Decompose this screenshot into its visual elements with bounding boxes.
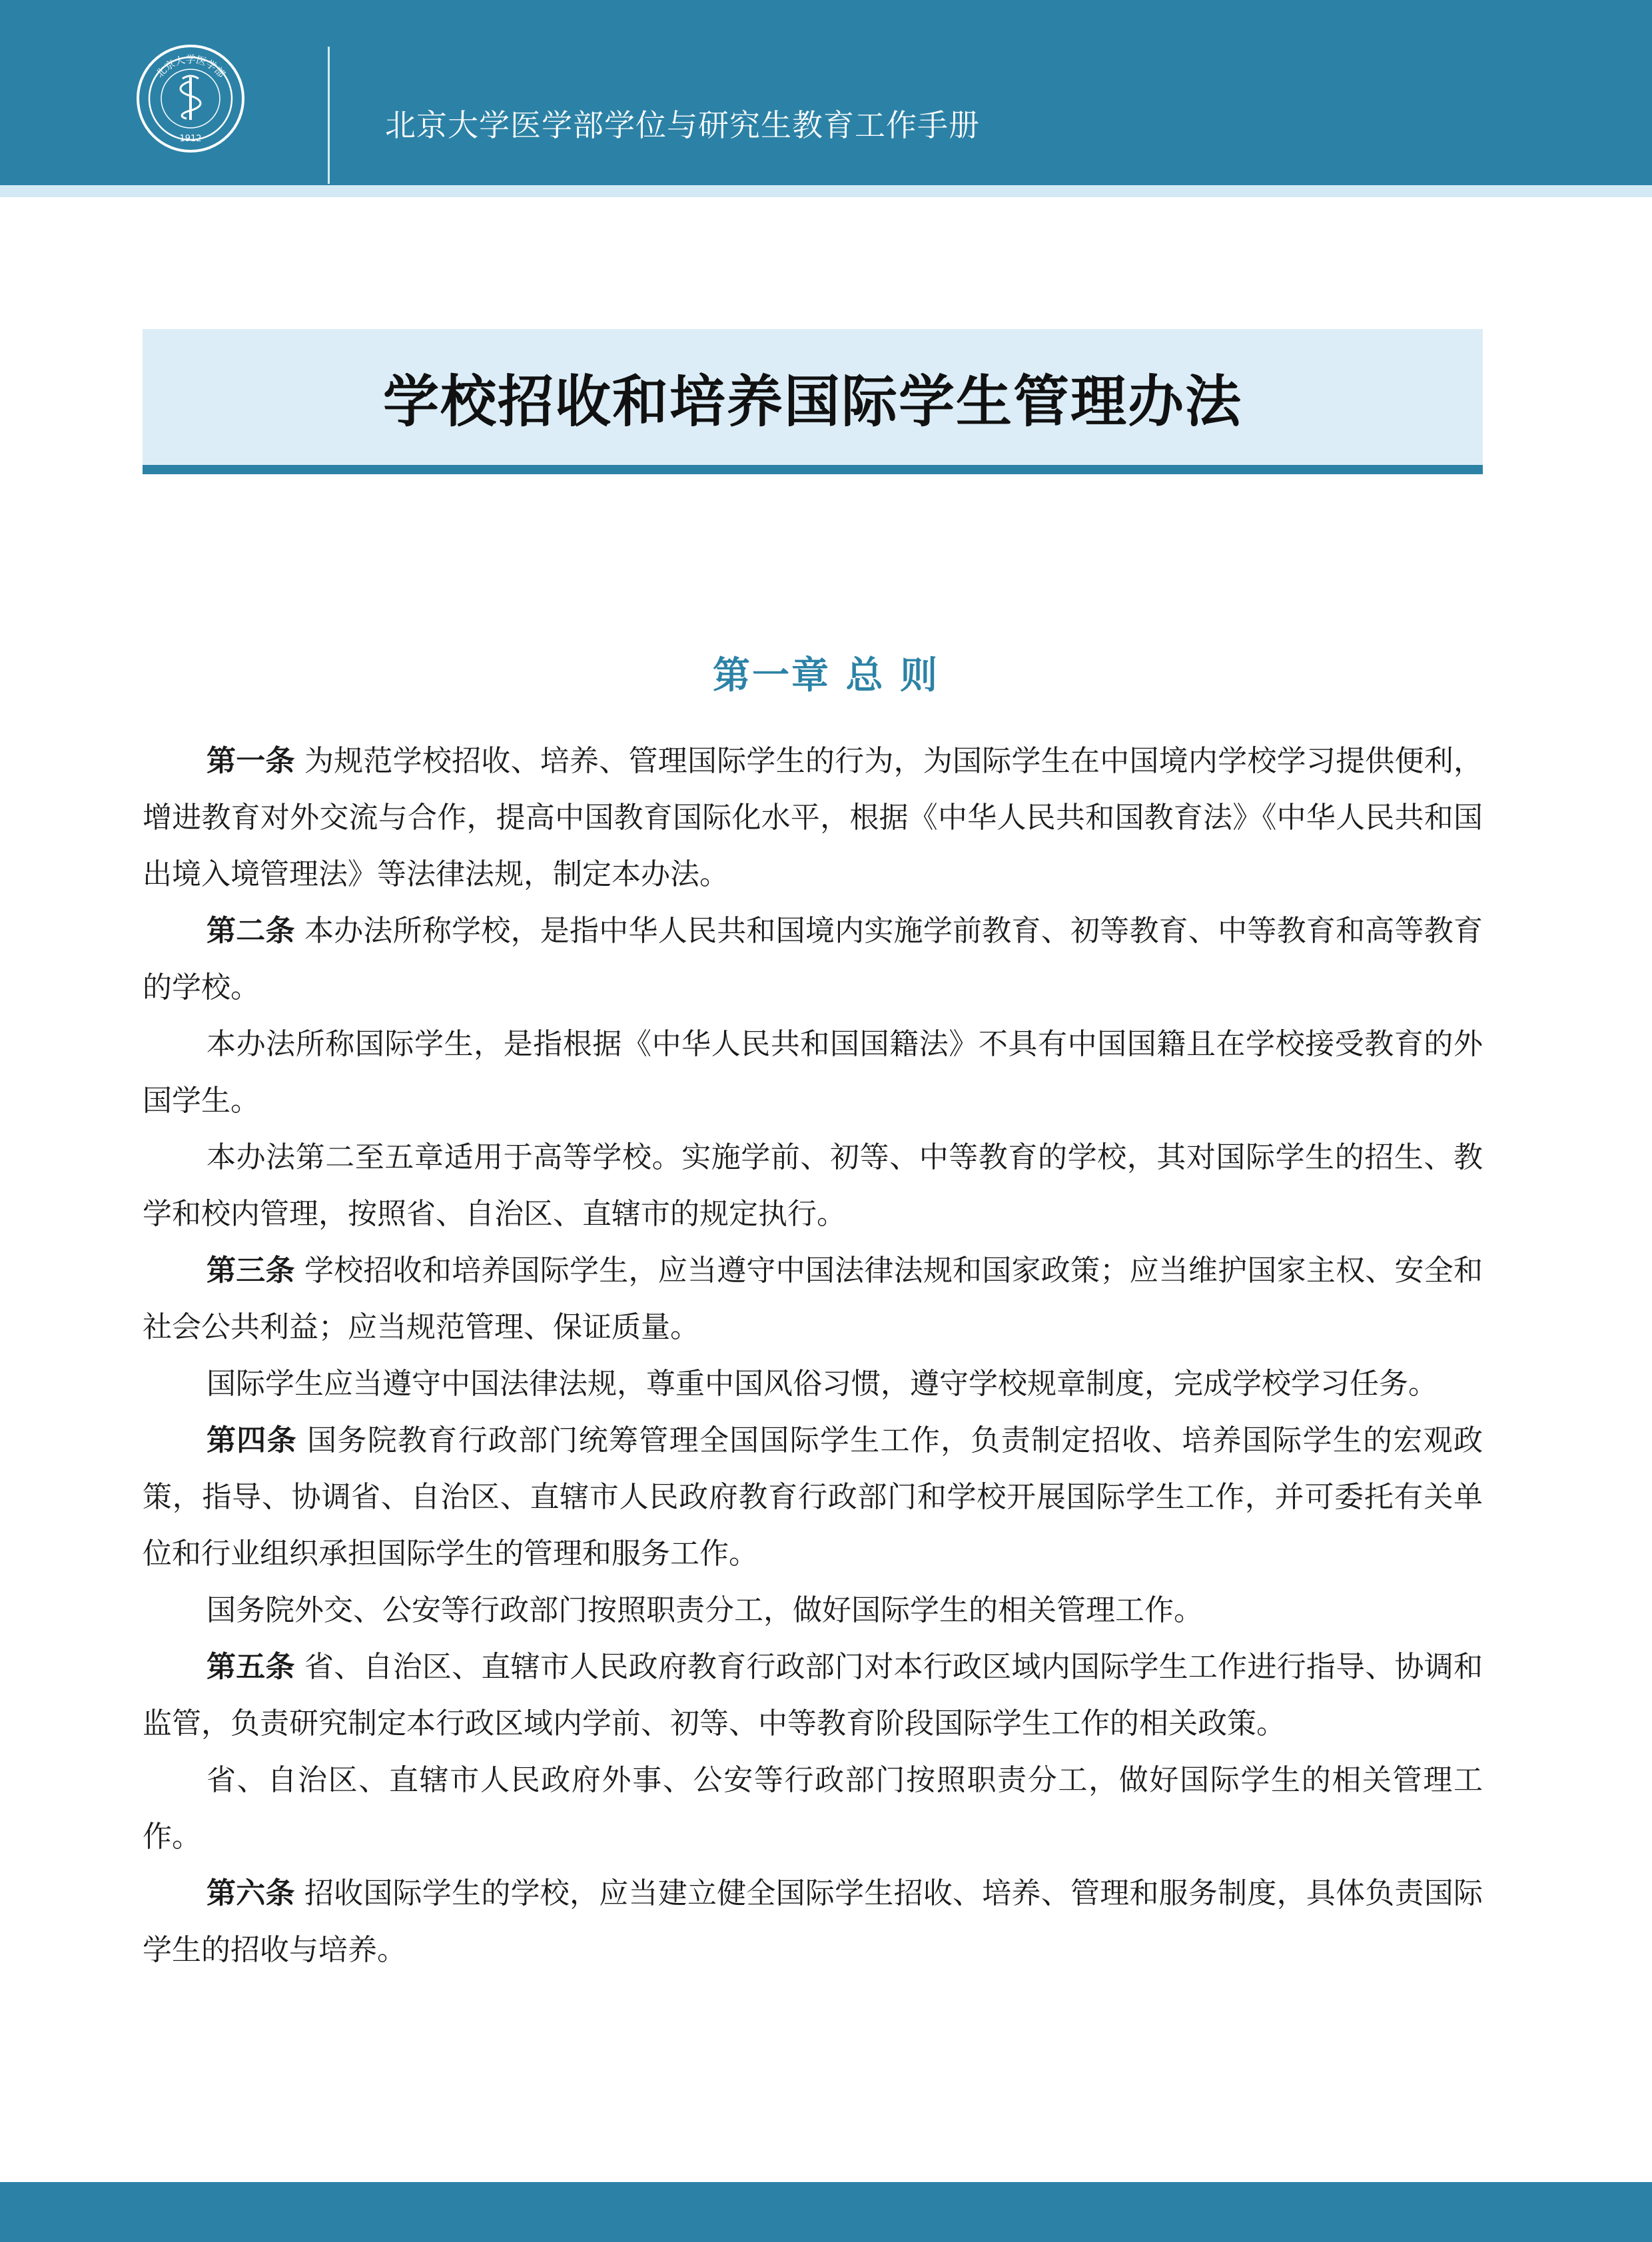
document-body: [143, 733, 1483, 1978]
paragraph: [143, 1582, 1483, 1639]
paragraph: [143, 1639, 1483, 1752]
paragraph: [143, 1752, 1483, 1865]
paragraph-text: 为规范学校招收、培养、管理国际学生的行为，为国际学生在中国境内学校学习提供便利，增进教育对外交流与合作，提高中国教育国际化水平，根据《中华人民共和国教育法》《中华人民共和国出境入境管理法》等法律法规，制定本办法。: [143, 744, 1483, 891]
handbook-title: 北京大学医学部学位与研究生教育工作手册: [385, 107, 980, 143]
university-seal-icon: [136, 44, 245, 153]
chapter-heading: 第一章 总 则: [713, 654, 939, 697]
article-number: 第二条: [206, 914, 295, 948]
document-title: 学校招收和培养国际学生管理办法: [382, 368, 1242, 434]
article-number: 第一条: [206, 744, 295, 778]
paragraph-text: 本办法所称国际学生，是指根据《中华人民共和国国籍法》不具有中国国籍且在学校接受教育的外国学生。: [143, 1027, 1483, 1118]
article-number: 第四条: [206, 1423, 297, 1457]
paragraph-text: 学校招收和培养国际学生，应当遵守中国法律法规和国家政策；应当维护国家主权、安全和社会公共利益；应当规范管理、保证质量。: [143, 1254, 1483, 1344]
article-number: 第五条: [206, 1650, 295, 1684]
logo-year: 1912: [179, 134, 202, 144]
paragraph: [143, 1242, 1483, 1355]
article-number: 第三条: [206, 1254, 295, 1288]
page-footer-bar: [0, 2182, 1652, 2242]
paragraph: [143, 1016, 1483, 1129]
paragraph-text: 省、自治区、直辖市人民政府外事、公安等行政部门按照职责分工，做好国际学生的相关管理工作。: [143, 1763, 1483, 1854]
paragraph-text: 国务院外交、公安等行政部门按照职责分工，做好国际学生的相关管理工作。: [206, 1593, 1203, 1627]
document-title-banner: [143, 329, 1483, 474]
header-rule: [0, 185, 1652, 197]
page-header: [0, 0, 1652, 185]
paragraph-text: 国务院教育行政部门统筹管理全国国际学生工作，负责制定招收、培养国际学生的宏观政策，指导、协调省、自治区、直辖市人民政府教育行政部门和学校开展国际学生工作，并可委托有关单位和行业组织承担国际学生的管理和服务工作。: [143, 1423, 1483, 1571]
header-divider: [328, 47, 330, 184]
paragraph-text: 本办法第二至五章适用于高等学校。实施学前、初等、中等教育的学校，其对国际学生的招生、教学和校内管理，按照省、自治区、直辖市的规定执行。: [143, 1140, 1483, 1231]
logo-seal-text: 北京大学医学部: [153, 53, 228, 81]
paragraph: [143, 1865, 1483, 1978]
paragraph-text: 国际学生应当遵守中国法律法规，尊重中国风俗习惯，遵守学校规章制度，完成学校学习任务。: [206, 1367, 1438, 1401]
paragraph: [143, 1412, 1483, 1582]
article-number: 第六条: [206, 1876, 295, 1910]
paragraph: [143, 903, 1483, 1016]
paragraph: [143, 1129, 1483, 1242]
paragraph: [143, 1355, 1483, 1412]
paragraph-text: 招收国际学生的学校，应当建立健全国际学生招收、培养、管理和服务制度，具体负责国际学生的招收与培养。: [143, 1876, 1483, 1967]
paragraph-text: 省、自治区、直辖市人民政府教育行政部门对本行政区域内国际学生工作进行指导、协调和监管，负责研究制定本行政区域内学前、初等、中等教育阶段国际学生工作的相关政策。: [143, 1650, 1483, 1740]
paragraph-text: 本办法所称学校，是指中华人民共和国境内实施学前教育、初等教育、中等教育和高等教育的学校。: [143, 914, 1483, 1004]
paragraph: [143, 733, 1483, 903]
